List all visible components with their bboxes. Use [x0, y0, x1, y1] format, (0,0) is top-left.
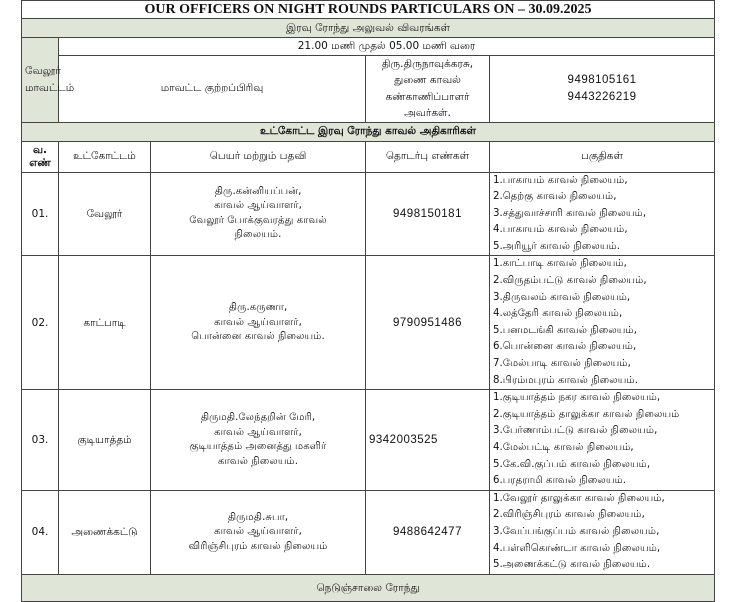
page-subtitle: இரவு ரோந்து அலுவல் விவரங்கள் [22, 19, 715, 38]
night-rounds-table [21, 0, 715, 602]
officer-line: திருமதி.சுபா, [227, 511, 289, 523]
district-officer-row [22, 55, 715, 122]
officer-line: காவல் ஆய்வாளர், [214, 526, 302, 538]
row-subdivision: வேலூர் [59, 172, 151, 256]
area-item: 5.அரியூர் காவல் நிலையம். [493, 240, 621, 252]
area-item: 1.காட்பாடி காவல் நிலையம், [493, 258, 627, 270]
row-sno: 04. [22, 490, 59, 574]
area-item: 2.தெற்கு காவல் நிலையம், [493, 191, 617, 203]
table-row [22, 172, 715, 256]
row-phone: 9498150181 [366, 172, 490, 256]
title-row [22, 1, 715, 19]
row-sno: 03. [22, 390, 59, 491]
night-rounds-document [21, 0, 714, 594]
area-item: 5.பனமடங்கி காவல் நிலையம், [493, 324, 637, 336]
row-sno: 02. [22, 256, 59, 390]
row-subdivision: காட்பாடி [59, 256, 151, 390]
area-item: 5.அணைக்கட்டு காவல் நிலையம். [493, 559, 651, 571]
table-row [22, 256, 715, 390]
area-item: 2.விரிஞ்சிபுரம் காவல் நிலையம், [493, 509, 645, 521]
officer-line: திரு.கன்னியப்பன், [214, 185, 302, 197]
area-item: 4.பாகாயம் காவல் நிலையம், [493, 224, 628, 236]
area-item: 1.பாகாயம் காவல் நிலையம், [493, 174, 628, 186]
district-officer-line2: துணை காவல் கண்காணிப்பாளர் [385, 74, 470, 103]
column-header-row [22, 141, 715, 172]
district-name-line1: வேலூர் [25, 65, 61, 78]
col-sno-line2: எண் [29, 156, 51, 169]
district-name-line2: மாவட்டம் [25, 81, 75, 94]
row-phone: 9790951486 [366, 256, 490, 390]
officer-line: விரிஞ்சிபுரம் காவல் நிலையம் [188, 540, 328, 552]
row-areas [490, 256, 715, 390]
district-phone1: 9498105161 [567, 74, 637, 86]
col-name-header: பெயர் மற்றும் பதவி [151, 141, 366, 172]
row-subdivision: அணைக்கட்டு [59, 490, 151, 574]
row-subdivision: குடியாத்தம் [59, 390, 151, 491]
subtitle-row [22, 19, 715, 38]
footer-header-row [22, 574, 715, 601]
col-areas-header: பகுதிகள் [490, 141, 715, 172]
officer-line: திருமதி.லேந்தறின் மேரி, [200, 412, 316, 423]
row-officer [151, 172, 366, 256]
area-item: 3.வேப்பங்குப்பம் காவல் நிலையம், [493, 525, 660, 537]
area-item: 4.மேல்பட்டி காவல் நிலையம், [493, 442, 634, 453]
table-row [22, 390, 715, 491]
row-phone: 9488642477 [366, 490, 490, 574]
area-item: 4.லத்தேரி காவல் நிலையம், [493, 308, 623, 320]
row-officer [151, 390, 366, 491]
area-item: 7.மேல்பாடி காவல் நிலையம், [493, 358, 631, 370]
officer-line: திரு.கருணா, [228, 302, 288, 314]
section-header: உட்கோட்ட இரவு ரோந்து காவல் அதிகாரிகள் [22, 122, 715, 141]
officer-line: காவல் ஆய்வாளர், [214, 426, 302, 438]
col-sno-header [22, 141, 59, 172]
officer-line: காவல் ஆய்வாளர், [214, 316, 302, 328]
area-item: 8.பிரம்மபுரம் காவல் நிலையம். [493, 374, 638, 386]
area-item: 1.வேலூர் தாலுக்கா காவல் நிலையம், [493, 492, 665, 504]
area-item: 6.பொன்னை காவல் நிலையம், [493, 341, 637, 353]
district-phone2: 9443226219 [567, 90, 637, 103]
area-item: 3.பேர்ணாம்பட்டு காவல் நிலையம், [493, 425, 658, 437]
district-name-cell [22, 38, 75, 123]
row-areas [490, 172, 715, 256]
officer-line: காவல் நிலையம். [218, 455, 298, 467]
area-item: 6.பரதராமி காவல் நிலையம். [493, 475, 627, 487]
area-item: 1.குடியாத்தம் நகர காவல் நிலையம், [493, 392, 661, 404]
district-officer-line3: அவர்கள். [404, 107, 451, 119]
officer-line: பொன்னை காவல் நிலையம். [191, 331, 325, 343]
col-sno-line1: வ. [32, 143, 48, 156]
area-item: 4.பள்ளிகொண்டா காவல் நிலையம், [493, 542, 661, 554]
footer-header: நெடுஞ்சாலை ரோந்து [22, 574, 715, 601]
page-title: OUR OFFICERS ON NIGHT ROUNDS PARTICULARS ON – 30.09.2025 [22, 1, 715, 19]
timing-text: 21.00 மணி முதல் 05.00 மணி வரை [59, 38, 715, 56]
area-item: 3.சத்துவாச்சாரி காவல் நிலையம், [493, 207, 647, 219]
area-item: 2.விருதம்பட்டு காவல் நிலையம், [493, 275, 647, 287]
row-sno: 01. [22, 172, 59, 256]
area-item: 5.கே.வி.குப்பம் காவல் நிலையம், [493, 458, 651, 470]
district-timing-row [22, 38, 715, 56]
table-row [22, 490, 715, 574]
row-phone: 9342003525 [366, 390, 490, 491]
col-subdivision-header: உட்கோட்டம் [59, 141, 151, 172]
officer-line: நிலையம். [234, 229, 282, 241]
officer-line: வேலூர் போக்குவரத்து காவல் [189, 214, 327, 226]
col-contact-header: தொடர்பு எண்கள் [366, 141, 490, 172]
row-areas [490, 390, 715, 491]
row-officer [151, 256, 366, 390]
officer-line: காவல் ஆய்வாளர், [214, 200, 302, 212]
area-item: 2.குடியாத்தம் தாலுக்கா காவல் நிலையம் [493, 408, 680, 420]
area-item: 3.திருவலம் காவல் நிலையம், [493, 291, 631, 303]
district-unit: மாவட்ட குற்றப்பிரிவு [59, 55, 366, 122]
district-phone-cell [490, 55, 715, 122]
row-officer [151, 490, 366, 574]
officer-line: குடியாத்தம் அனைத்து மகளிர் [189, 441, 327, 452]
district-officer-line1: திரு.திருநாவுக்கரசு, [381, 57, 474, 70]
row-areas [490, 490, 715, 574]
section-header-row [22, 122, 715, 141]
district-officer-cell [366, 55, 490, 122]
